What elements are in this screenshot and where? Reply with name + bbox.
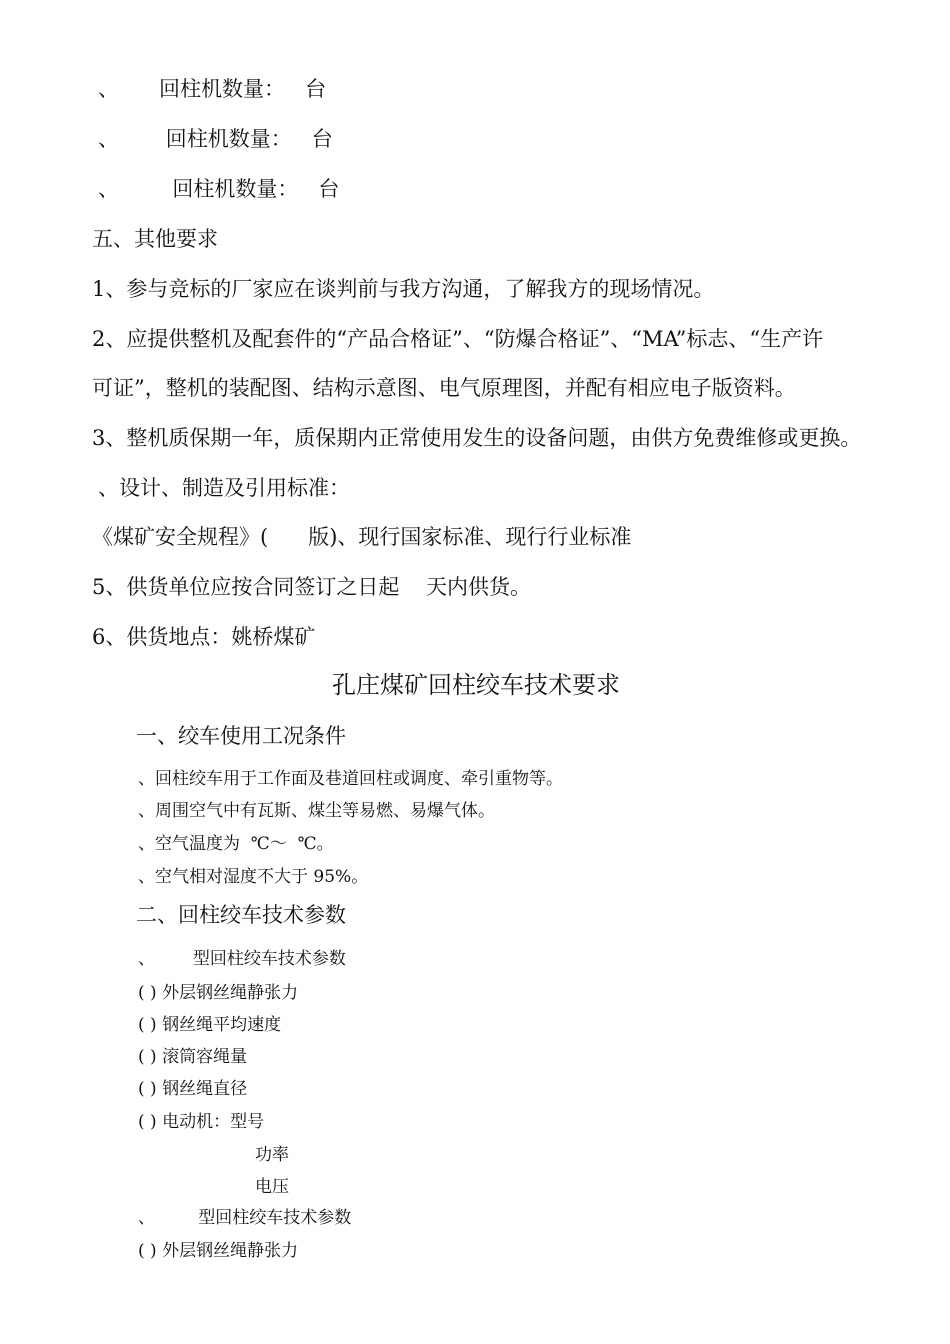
document-title: 孔庄煤矿回柱绞车技术要求 — [332, 671, 620, 699]
section-heading-technical-parameters: 二、回柱绞车技术参数 — [136, 903, 346, 927]
condition-2: 、周围空气中有瓦斯、煤尘等易燃、易爆气体。 — [138, 801, 495, 821]
section-heading-working-conditions: 一、绞车使用工况条件 — [136, 724, 346, 748]
section-heading-other-requirements: 五、其他要求 — [92, 227, 218, 251]
param-motor-power: 功率 — [255, 1145, 289, 1165]
param-static-tension: ( ) 外层钢丝绳静张力 — [138, 983, 299, 1003]
param-motor-voltage: 电压 — [255, 1177, 289, 1197]
requirement-4-detail: 《煤矿安全规程》( 版)、现行国家标准、现行行业标准 — [92, 525, 632, 549]
machine-count-line-3: 、 回柱机数量： 台 — [98, 177, 340, 201]
machine-count-line-2: 、 回柱机数量： 台 — [98, 127, 333, 151]
model-1-heading: 、 型回柱绞车技术参数 — [138, 949, 346, 969]
requirement-1: 1、参与竞标的厂家应在谈判前与我方沟通，了解我方的现场情况。 — [92, 277, 715, 301]
model-2-param-static-tension: ( ) 外层钢丝绳静张力 — [138, 1241, 299, 1261]
requirement-5: 5、供货单位应按合同签订之日起 天内供货。 — [92, 575, 532, 599]
requirement-2-line-2: 可证”，整机的装配图、结构示意图、电气原理图，并配有相应电子版资料。 — [92, 376, 796, 400]
param-rope-speed: ( ) 钢丝绳平均速度 — [138, 1015, 282, 1035]
param-rope-diameter: ( ) 钢丝绳直径 — [138, 1079, 248, 1099]
requirement-2-line-1: 2、应提供整机及配套件的“产品合格证”、“防爆合格证”、“MA”标志、“生产许 — [92, 327, 824, 351]
requirement-4: 、设计、制造及引用标准： — [98, 476, 350, 500]
requirement-3: 3、整机质保期一年，质保期内正常使用发生的设备问题，由供方免费维修或更换。 — [92, 426, 862, 450]
condition-3: 、空气温度为 ℃～ ℃。 — [138, 834, 334, 854]
machine-count-line-1: 、 回柱机数量： 台 — [98, 77, 327, 101]
requirement-6: 6、供货地点：姚桥煤矿 — [92, 625, 316, 649]
param-motor-model: ( ) 电动机：型号 — [138, 1112, 265, 1132]
model-2-heading: 、 型回柱绞车技术参数 — [138, 1208, 352, 1228]
condition-4: 、空气相对湿度不大于 95%。 — [138, 867, 369, 887]
condition-1: 、回柱绞车用于工作面及巷道回柱或调度、牵引重物等。 — [138, 769, 563, 789]
param-drum-capacity: ( ) 滚筒容绳量 — [138, 1047, 248, 1067]
